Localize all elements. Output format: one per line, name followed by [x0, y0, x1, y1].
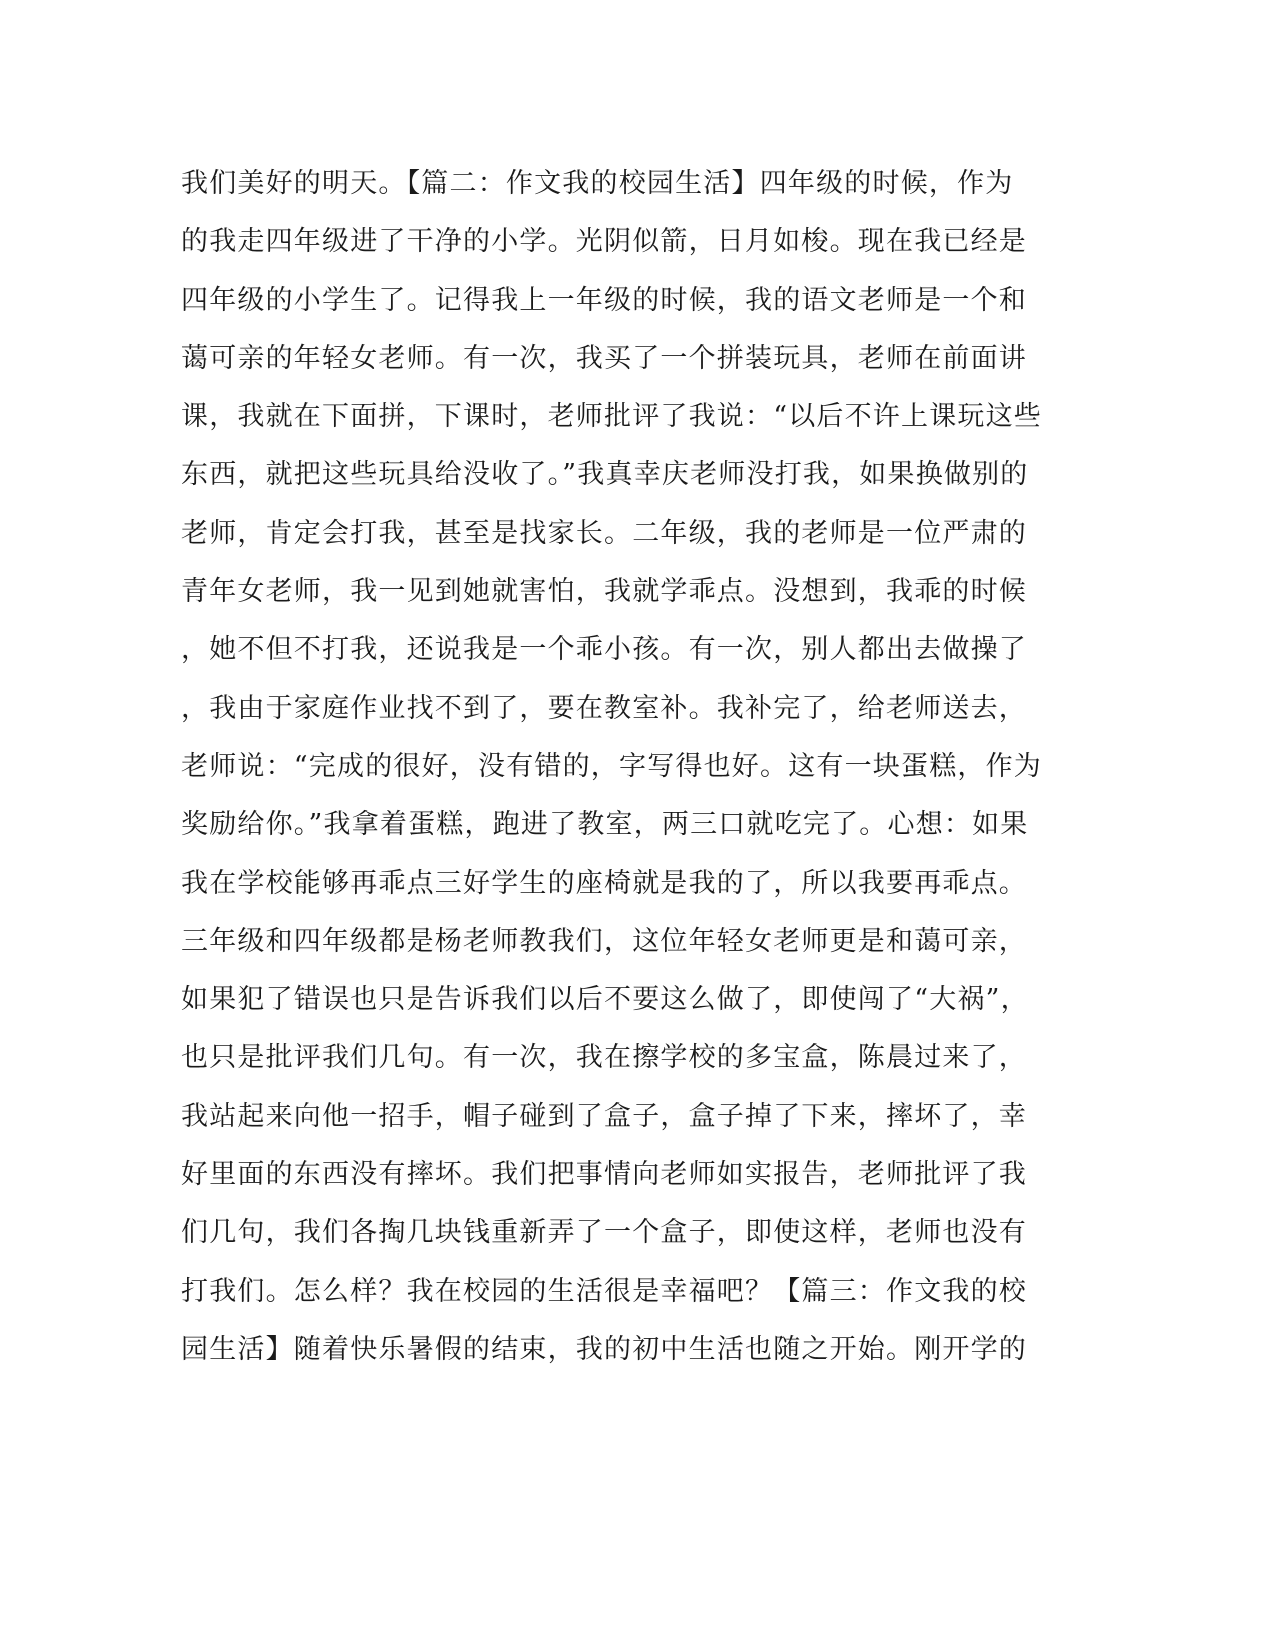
text-line: 奖励给你。”我拿着蛋糕，跑进了教室，两三口就吃完了。心想：如果 — [181, 809, 1029, 841]
text-line: 园生活】随着快乐暑假的结束，我的初中生活也随之开始。刚开学的 — [181, 1333, 1027, 1365]
body-text — [181, 155, 1061, 1379]
text-line: 打我们。怎么样？我在校园的生活很是幸福吧？【篇三：作文我的校 — [181, 1275, 1027, 1307]
text-line: 也只是批评我们几句。有一次，我在擦学校的多宝盒，陈晨过来了， — [181, 1042, 1027, 1074]
text-line: 的我走四年级进了干净的小学。光阴似箭，日月如梭。现在我已经是 — [181, 226, 1027, 258]
text-line: 课，我就在下面拼，下课时，老师批评了我说：“以后不许上课玩这些 — [181, 401, 1043, 433]
text-line: 好里面的东西没有摔坏。我们把事情向老师如实报告，老师批评了我 — [181, 1159, 1027, 1191]
text-line: 蔼可亲的年轻女老师。有一次，我买了一个拼装玩具，老师在前面讲 — [181, 342, 1027, 374]
text-line: 老师说：“完成的很好，没有错的，字写得也好。这有一块蛋糕，作为 — [181, 750, 1043, 782]
text-line: ，我由于家庭作业找不到了，要在教室补。我补完了，给老师送去， — [181, 692, 1027, 724]
text-line: 我们美好的明天。【篇二：作文我的校园生活】四年级的时候，作为 — [181, 168, 1014, 199]
text-line: 四年级的小学生了。记得我上一年级的时候，我的语文老师是一个和 — [181, 284, 1027, 316]
text-line: 们几句，我们各掏几块钱重新弄了一个盒子，即使这样，老师也没有 — [181, 1217, 1027, 1249]
text-line: 老师，肯定会打我，甚至是找家长。二年级，我的老师是一位严肃的 — [181, 517, 1027, 549]
text-line: 如果犯了错误也只是告诉我们以后不要这么做了，即使闯了“大祸”， — [181, 984, 1029, 1016]
text-line: 我站起来向他一招手，帽子碰到了盒子，盒子掉了下来，摔坏了，幸 — [181, 1100, 1027, 1132]
text-line: ，她不但不打我，还说我是一个乖小孩。有一次，别人都出去做操了 — [181, 634, 1027, 666]
text-line: 我在学校能够再乖点三好学生的座椅就是我的了，所以我要再乖点。 — [181, 867, 1027, 899]
text-line: 东西，就把这些玩具给没收了。”我真幸庆老师没打我，如果换做别的 — [181, 459, 1029, 491]
text-line: 青年女老师，我一见到她就害怕，我就学乖点。没想到，我乖的时候 — [181, 576, 1027, 608]
text-line: 三年级和四年级都是杨老师教我们，这位年轻女老师更是和蔼可亲， — [181, 925, 1027, 957]
